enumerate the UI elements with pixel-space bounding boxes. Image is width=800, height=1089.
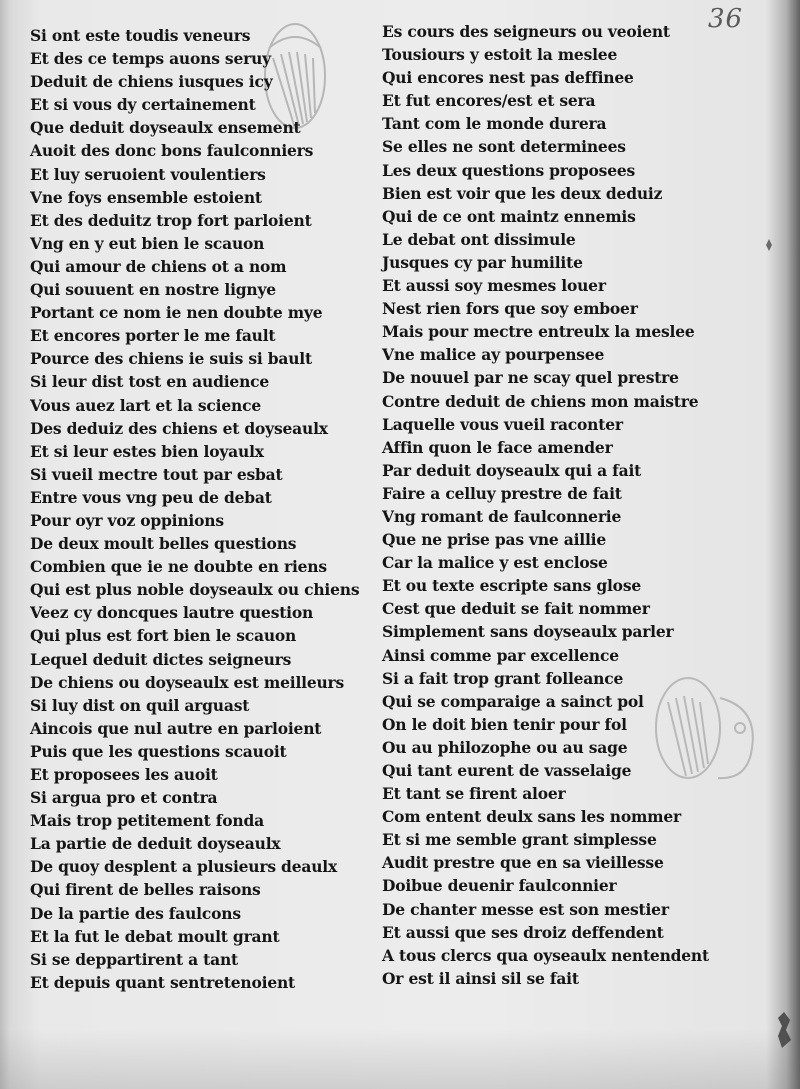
verse-line: Et tant se firent aloer: [382, 784, 566, 804]
verse-line: Et encores porter le me fault: [30, 326, 276, 346]
verse-line: Aincois que nul autre en parloient: [30, 718, 322, 738]
verse-line: Qui plus est fort bien le scauon: [30, 626, 297, 646]
verse-line: Entre vous vng peu de debat: [30, 487, 272, 507]
verse-line: Jusques cy par humilite: [382, 252, 583, 272]
verse-line: Et la fut le debat moult grant: [30, 926, 280, 946]
verse-line: Si argua pro et contra: [30, 788, 218, 808]
verse-line: Puis que les questions scauoit: [30, 741, 287, 761]
page-edge-shadow: [766, 0, 800, 1089]
verse-line: Auoit des donc bons faulconniers: [30, 141, 314, 161]
verse-line: Le debat ont dissimule: [382, 229, 576, 249]
text-column-right: [382, 20, 722, 990]
verse-line: Si leur dist tost en audience: [30, 372, 270, 392]
verse-line: Et des deduitz trop fort parloient: [30, 210, 312, 230]
verse-line: Audit prestre que en sa vieillesse: [382, 853, 664, 873]
verse-line: Mais pour mectre entreulx la meslee: [382, 322, 695, 342]
verse-line: Deduit de chiens iusques icy: [30, 72, 273, 92]
verse-line: Vng romant de faulconnerie: [382, 506, 622, 526]
verse-line: Et depuis quant sentretenoient: [30, 972, 296, 992]
verse-line: Car la malice y est enclose: [382, 553, 608, 573]
verse-line: Et aussi que ses droiz deffendent: [382, 922, 664, 942]
verse-line: Et ou texte escripte sans glose: [382, 576, 642, 596]
verse-line: Pour oyr voz oppinions: [30, 510, 224, 530]
verse-line: Or est il ainsi sil se fait: [382, 968, 579, 988]
verse-line: Se elles ne sont determinees: [382, 137, 626, 157]
verse-line: Et fut encores/est et sera: [382, 91, 596, 111]
verse-line: Des deduiz des chiens et doyseaulx: [30, 418, 328, 438]
verse-line: Et si leur estes bien loyaulx: [30, 441, 264, 461]
verse-line: Qui tant eurent de vasselaige: [382, 761, 632, 780]
verse-line: Et aussi soy mesmes louer: [382, 276, 606, 296]
verse-line: Qui de ce ont maintz ennemis: [382, 206, 636, 226]
verse-line: Si se deppartirent a tant: [30, 949, 239, 969]
verse-line: Qui firent de belles raisons: [30, 880, 261, 900]
text-column-left: [30, 24, 390, 994]
verse-line: De nouuel par ne scay quel prestre: [382, 368, 679, 388]
verse-line: Combien que ie ne doubte en riens: [30, 557, 327, 577]
verse-line: Vne malice ay pourpensee: [382, 345, 605, 365]
verse-line: Ou au philozophe ou au sage: [382, 737, 628, 757]
verse-line: Et luy seruoient voulentiers: [30, 164, 266, 184]
verse-line: Qui amour de chiens ot a nom: [30, 256, 287, 276]
verse-line: Vne foys ensemble estoient: [30, 187, 262, 207]
verse-line: Que deduit doyseaulx ensement: [30, 118, 301, 138]
verse-line: Es cours des seigneurs ou veoient: [382, 22, 670, 41]
folio-number: 36: [708, 4, 744, 34]
verse-line: Et si me semble grant simplesse: [382, 830, 657, 850]
verse-line: De la partie des faulcons: [30, 903, 241, 923]
verse-line: Laquelle vous vueil raconter: [382, 414, 623, 434]
verse-line: Si luy dist on quil arguast: [30, 695, 250, 715]
page-bottom-shading: [0, 1029, 800, 1089]
verse-line: De chanter messe est son mestier: [382, 899, 669, 919]
verse-line: A tous clercs qua oyseaulx nentendent: [382, 945, 709, 965]
verse-line: Faire a celluy prestre de fait: [382, 483, 622, 503]
verse-line: Que ne prise pas vne aillie: [382, 530, 607, 550]
verse-line: De chiens ou doyseaulx est meilleurs: [30, 672, 345, 692]
verse-line: Contre deduit de chiens mon maistre: [382, 391, 699, 411]
verse-line: Simplement sans doyseaulx parler: [382, 622, 674, 642]
verse-line: Si ont este toudis veneurs: [30, 26, 251, 45]
verse-line: Qui est plus noble doyseaulx ou chiens: [30, 580, 360, 600]
verse-line: Doibue deuenir faulconnier: [382, 876, 617, 896]
verse-line: Les deux questions proposees: [382, 160, 636, 180]
verse-line: Ainsi comme par excellence: [382, 645, 619, 665]
verse-line: Qui encores nest pas deffinee: [382, 68, 634, 88]
verse-line: Cest que deduit se fait nommer: [382, 599, 650, 619]
verse-line: De quoy desplent a plusieurs deaulx: [30, 857, 337, 877]
verse-line: On le doit bien tenir pour fol: [382, 714, 627, 734]
verse-line: Com entent deulx sans les nommer: [382, 807, 682, 827]
verse-line: Tousiours y estoit la meslee: [382, 45, 618, 65]
verse-line: La partie de deduit doyseaulx: [30, 834, 281, 854]
verse-line: Et si vous dy certainement: [30, 95, 256, 115]
verse-line: De deux moult belles questions: [30, 534, 297, 554]
verse-line: Qui souuent en nostre lignye: [30, 280, 276, 300]
verse-line: Portant ce nom ie nen doubte mye: [30, 303, 323, 323]
verse-line: Mais trop petitement fonda: [30, 811, 264, 831]
verse-line: Si vueil mectre tout par esbat: [30, 464, 283, 484]
verse-line: Par deduit doyseaulx qui a fait: [382, 460, 642, 480]
verse-line: Nest rien fors que soy emboer: [382, 299, 638, 319]
verse-line: Vng en y eut bien le scauon: [30, 233, 265, 253]
verse-line: Si a fait trop grant folleance: [382, 668, 624, 688]
verse-line: Affin quon le face amender: [382, 437, 613, 457]
verse-line: Bien est voir que les deux deduiz: [382, 183, 663, 203]
verse-line: Vous auez lart et la science: [30, 395, 261, 415]
verse-line: Qui se comparaige a sainct pol: [382, 691, 644, 711]
verse-line: Lequel deduit dictes seigneurs: [30, 649, 292, 669]
verse-line: Pource des chiens ie suis si bault: [30, 349, 312, 369]
verse-line: Et des ce temps auons seruy: [30, 49, 271, 69]
verse-line: Tant com le monde durera: [382, 114, 607, 134]
verse-line: Et proposees les auoit: [30, 765, 218, 784]
verse-line: Veez cy doncques lautre question: [30, 603, 314, 623]
